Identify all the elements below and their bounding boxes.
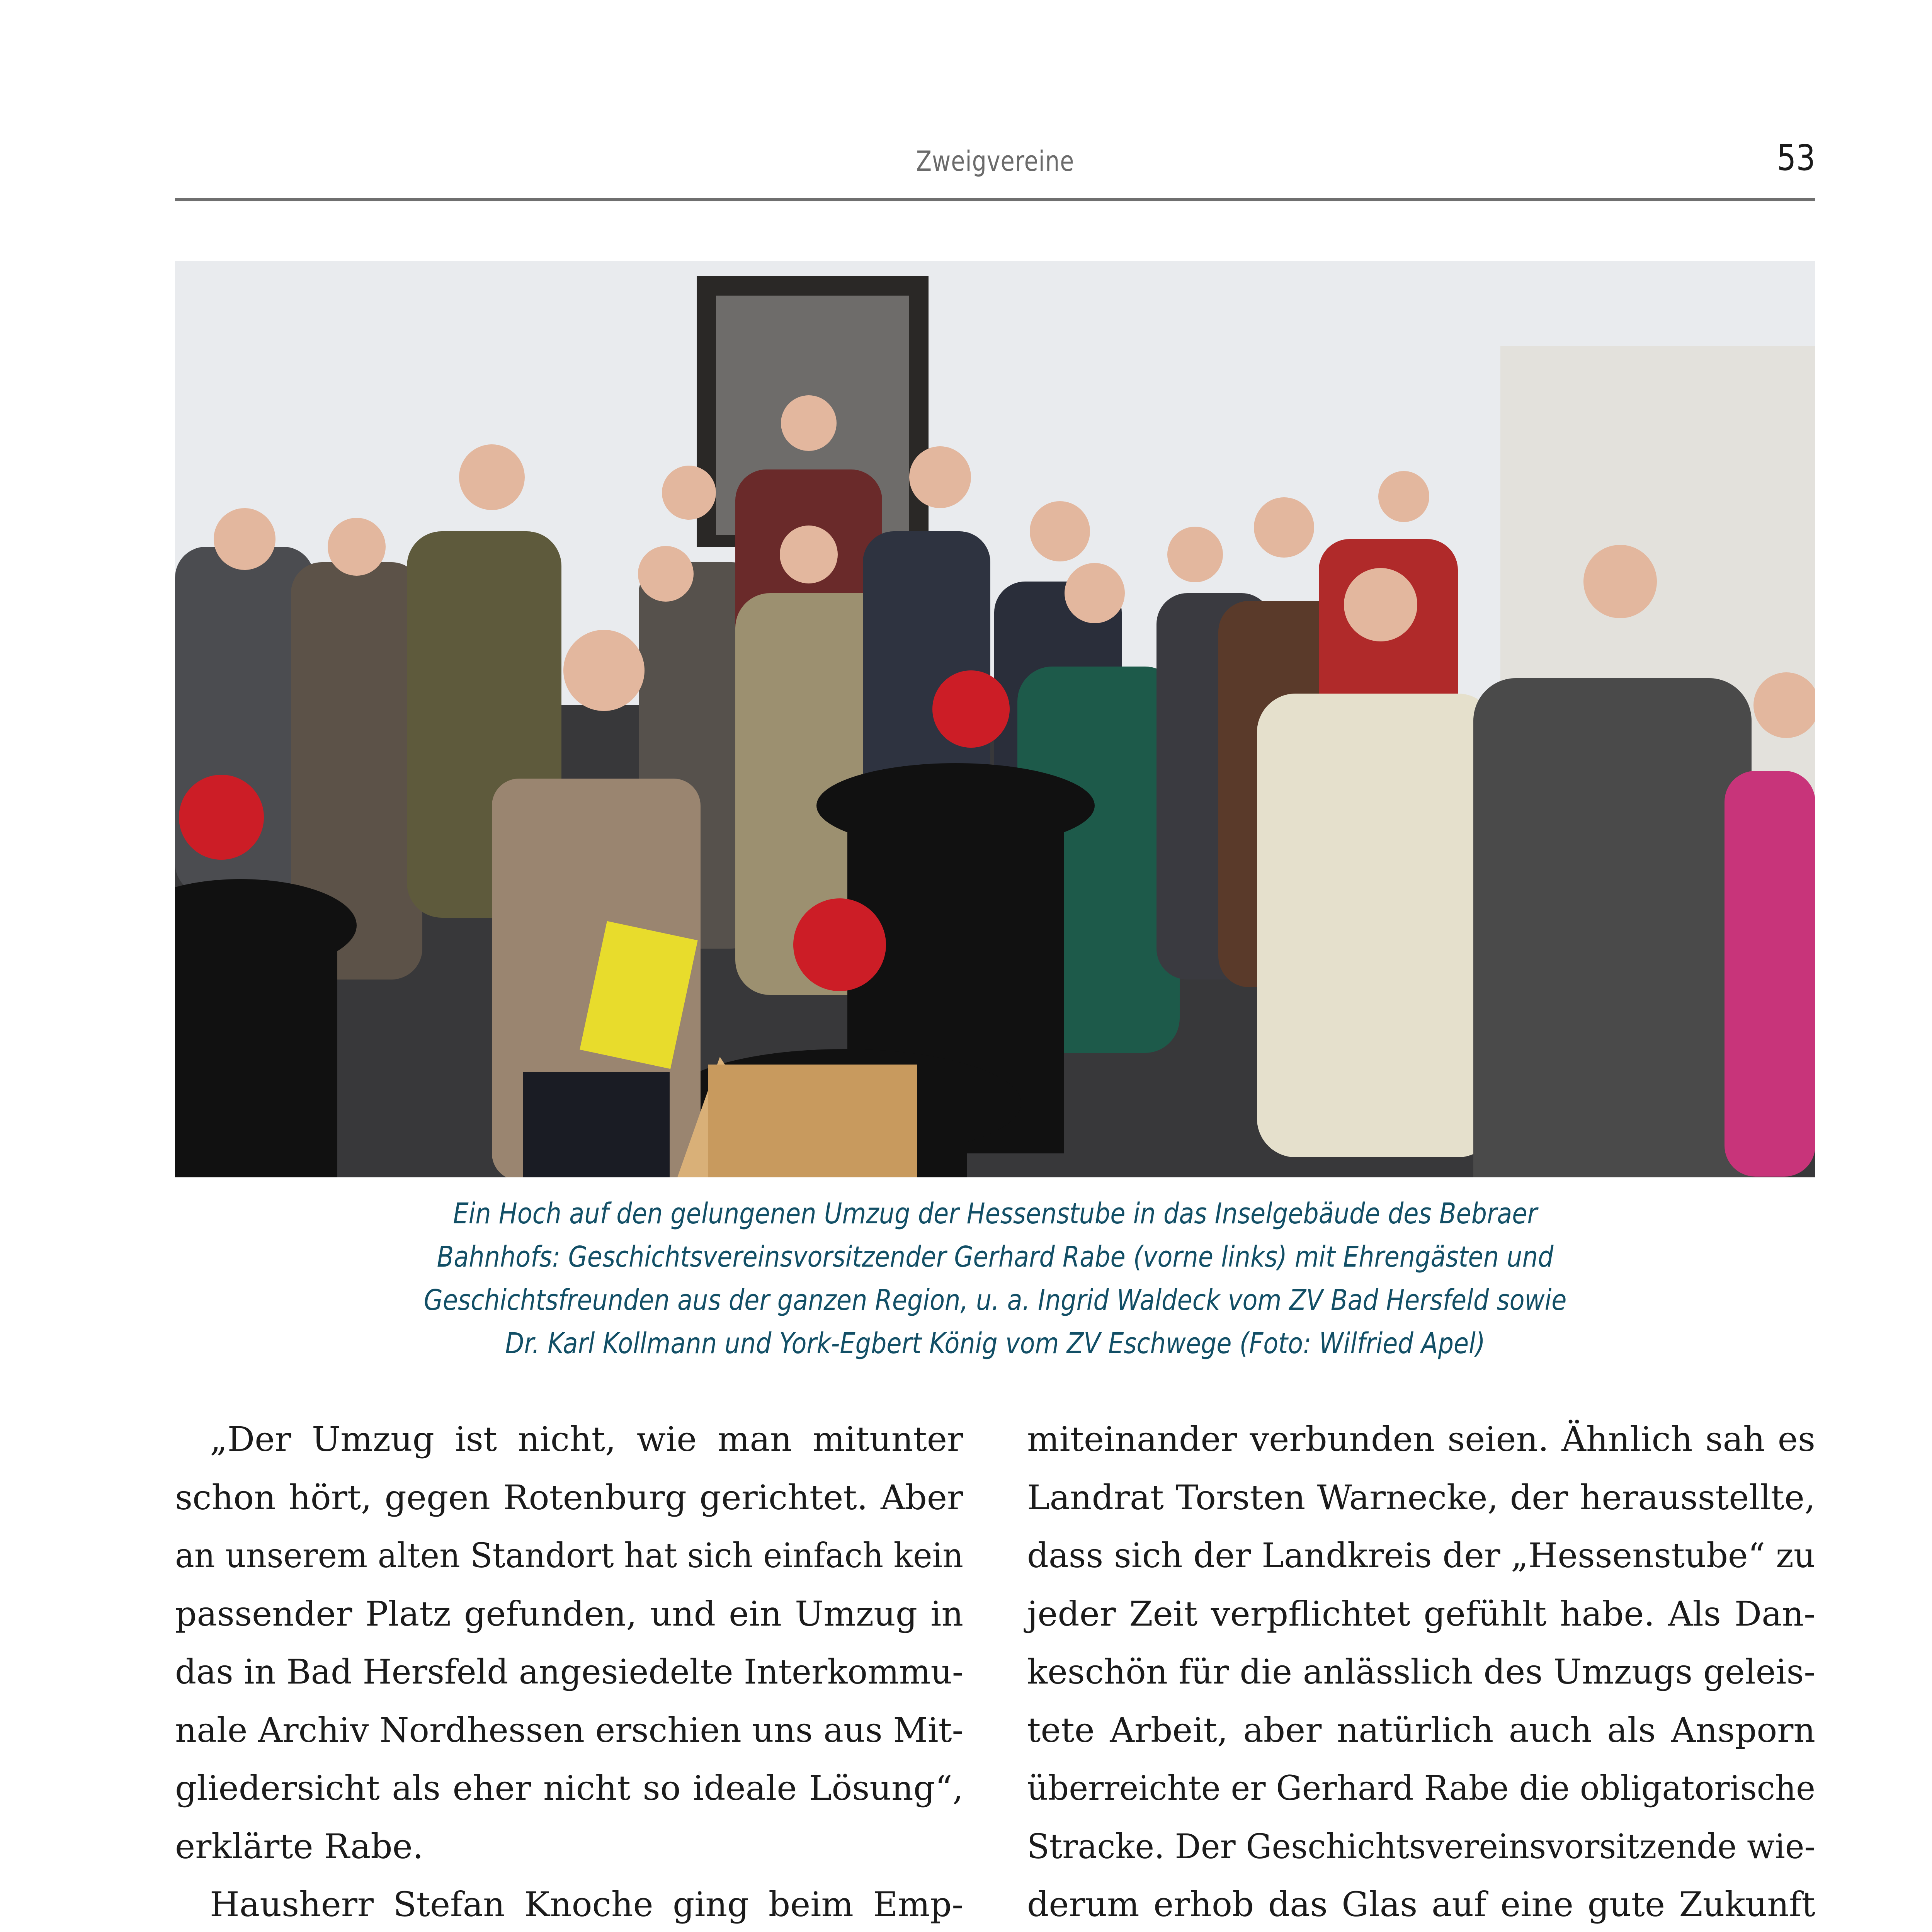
running-header <box>175 137 1815 187</box>
text-line: tete Arbeit, aber natürlich auch als Ansporn <box>1027 1710 1815 1750</box>
running-title: Zweigvereine <box>916 145 1075 177</box>
text-line: miteinander verbunden seien. Ähnlich sah es <box>1027 1419 1815 1459</box>
caption-line: Bahnhofs: Geschichtsvereinsvorsitzender Gerhard Rabe (vorne links) mit Ehrengästen und <box>437 1240 1554 1274</box>
text-line: keschön für die anlässlich des Umzugs geleis- <box>1027 1652 1815 1692</box>
photo-illustration <box>175 261 1815 1177</box>
photo-lectern-front <box>708 1065 917 1177</box>
article-left-column <box>175 1410 963 1932</box>
text-line: Hausherr Stefan Knoche ging beim Emp- <box>210 1884 963 1924</box>
text-line: gliedersicht als eher nicht so ideale Lösung“, <box>175 1768 963 1808</box>
text-line: überreichte er Gerhard Rabe die obligatorische <box>1027 1768 1815 1808</box>
text-line: an unserem alten Standort hat sich einfach kein <box>175 1536 963 1575</box>
text-line: erklärte Rabe. <box>175 1826 423 1866</box>
text-line: nale Archiv Nordhessen erschien uns aus Mit- <box>175 1710 963 1750</box>
text-line: Landrat Torsten Warnecke, der herausstellte, <box>1027 1477 1815 1517</box>
header-rule <box>175 198 1815 201</box>
caption-line: Dr. Karl Kollmann und York-Egbert König vom ZV Eschwege (Foto: Wilfried Apel) <box>505 1327 1485 1360</box>
photo-man-front-trousers <box>523 1072 670 1177</box>
text-line: jeder Zeit verpflichtet gefühlt habe. Als Dan- <box>1027 1594 1815 1634</box>
text-line: schon hört, gegen Rotenburg gerichtet. Aber <box>175 1477 963 1517</box>
photo-caption <box>175 1192 1815 1365</box>
text-line: das in Bad Hersfeld angesiedelte Interkommu- <box>175 1652 963 1692</box>
text-line: derum erhob das Glas auf eine gute Zukunft <box>1027 1884 1815 1924</box>
page-number: 53 <box>1777 137 1815 179</box>
text-line: Stracke. Der Geschichtsvereinsvorsitzende wie- <box>1027 1826 1815 1866</box>
group-photo <box>175 261 1815 1177</box>
text-line: „Der Umzug ist nicht, wie man mitunter <box>210 1419 963 1459</box>
article-right-column <box>1027 1410 1815 1932</box>
text-line: passender Platz gefunden, und ein Umzug in <box>175 1594 963 1634</box>
text-line: dass sich der Landkreis der „Hessenstube“ zu <box>1027 1536 1815 1575</box>
caption-line: Geschichtsfreunden aus der ganzen Region, u. a. Ingrid Waldeck vom ZV Bad Hersfeld sowie <box>423 1284 1567 1317</box>
caption-line: Ein Hoch auf den gelungenen Umzug der Hessenstube in das Inselgebäude des Bebraer <box>453 1197 1537 1230</box>
